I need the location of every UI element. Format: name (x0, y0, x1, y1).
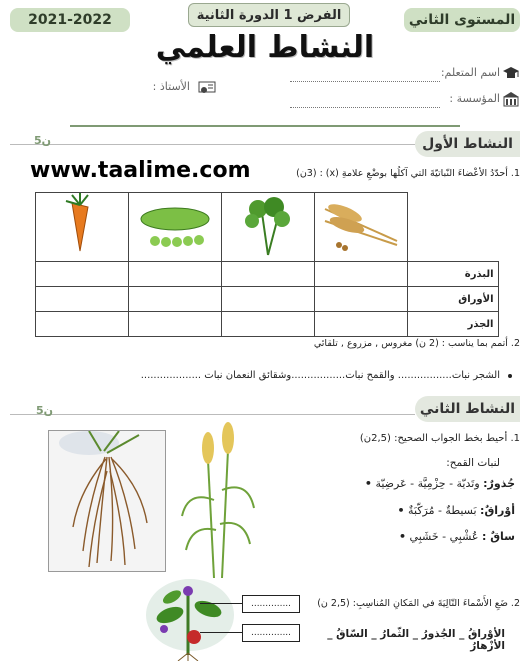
option-leaves-choices[interactable]: بَسيطةٌ - مُرَكّبَةٌ (408, 504, 477, 517)
cell[interactable] (36, 262, 129, 287)
a2-q1-text: أحيط بخط الجواب الصحيح: (2,5ن) (359, 433, 508, 444)
school-name-field[interactable] (290, 106, 440, 108)
cell[interactable] (315, 262, 408, 287)
option-roots-label: جُذورٌ: (483, 477, 515, 490)
student-label: اسم المتعلم: (440, 66, 500, 79)
option-roots: جُذورٌ: وتَديّة - حِزْمِيَّة - عَرضِيّة • (364, 477, 515, 490)
label-blank-2[interactable]: .............. (242, 624, 300, 642)
cell[interactable] (36, 312, 129, 337)
carrot-cell (36, 193, 129, 262)
school-year: 2021-2022 (10, 8, 130, 32)
parsley-icon (222, 193, 314, 257)
exam-title: الفرض 1 الدورة الثانية (188, 3, 350, 27)
a2-q2-text: ضَعِ الأَسْماءَ التّالِيَةَ في المَكانِ المُناسِبِ: (2,5 ن) (317, 598, 508, 609)
row-label-root: الجذر (408, 312, 499, 337)
a1-q2-number: 2. (510, 338, 520, 349)
peas-cell (129, 193, 222, 262)
peas-icon (129, 193, 221, 257)
plant-diagram (140, 575, 240, 661)
activity1-score: 5ن (34, 134, 52, 147)
activity2-line (10, 414, 415, 415)
activity2-title: النشاط الثاني (415, 396, 520, 422)
a2-q2-number: 2. (510, 598, 520, 609)
wheat-plant-illustration (178, 420, 258, 580)
label-line-2 (200, 632, 242, 633)
option-stem-label: ساقٌ : (481, 530, 515, 543)
cell[interactable] (315, 287, 408, 312)
row-label-seed: البذرة (408, 262, 499, 287)
carrot-icon (36, 193, 128, 257)
cell[interactable] (36, 287, 129, 312)
cell[interactable] (222, 262, 315, 287)
a1-q1-number: 1. (510, 168, 520, 179)
cell[interactable] (129, 262, 222, 287)
activity2-score: 5ن (36, 404, 54, 417)
school-label: المؤسسة : (449, 92, 500, 105)
label-blank-1[interactable]: .............. (242, 595, 300, 613)
option-stem: ساقٌ : عُشْبِي - خَشَبِي • (399, 530, 515, 543)
activity1-title: النشاط الأول (415, 131, 520, 157)
row-label-leaves: الأوراق (408, 287, 499, 312)
label-line-1 (200, 603, 242, 604)
wheat-roots-photo (48, 430, 166, 572)
option-stem-choices[interactable]: عُشْبِي - خَشَبِي (409, 530, 479, 543)
option-leaves: أوْراقٌ: بَسيطةٌ - مُرَكّبَةٌ • (397, 504, 515, 517)
cell[interactable] (222, 312, 315, 337)
a1-q2-sentence[interactable]: الشجر نبات................. والقمح نبات.................وشقائق النعمان نبات ................... (140, 370, 500, 381)
page-title: النشاط العلمي (155, 30, 375, 65)
a2-q2-words: الأوْراقُ _ الجُذورُ _ الثّمارُ _ السّاقُ _ الأزْهارُ (327, 628, 505, 652)
a1-q2-text: أتمم بما يناسب : (2 ن) مغروس , مزروع , تلقائي (313, 338, 508, 349)
a1-q1-text: أحدّدُ الأعْضاءَ النّباتيّةَ التي آكلُها بوضْعِ علامةِ (x) : (3ن) (296, 168, 508, 179)
student-name-field[interactable] (290, 80, 440, 82)
teacher-label: الأستاذ : (152, 80, 190, 93)
watermark: www.taalime.com (30, 158, 251, 183)
teacher-icon (198, 81, 216, 97)
graduation-cap-icon (502, 66, 520, 82)
option-leaves-label: أوْراقٌ: (480, 504, 515, 517)
cell[interactable] (315, 312, 408, 337)
option-roots-choices[interactable]: وتَديّة - حِزْمِيَّة - عَرضِيّة (375, 477, 480, 490)
header-divider (70, 125, 460, 127)
plant-parts-table (35, 192, 499, 337)
wheat-icon (315, 193, 407, 257)
cell[interactable] (129, 287, 222, 312)
bullet-dot (508, 374, 512, 378)
parsley-cell (222, 193, 315, 262)
cell[interactable] (129, 312, 222, 337)
cell[interactable] (222, 287, 315, 312)
a2-q1-number: 1. (510, 433, 520, 444)
wheat-cell (315, 193, 408, 262)
level-label: المستوى الثاني (404, 8, 520, 32)
a2-intro: لنبات القمح: (446, 457, 500, 469)
activity1-line (10, 144, 415, 145)
building-icon (502, 91, 520, 107)
